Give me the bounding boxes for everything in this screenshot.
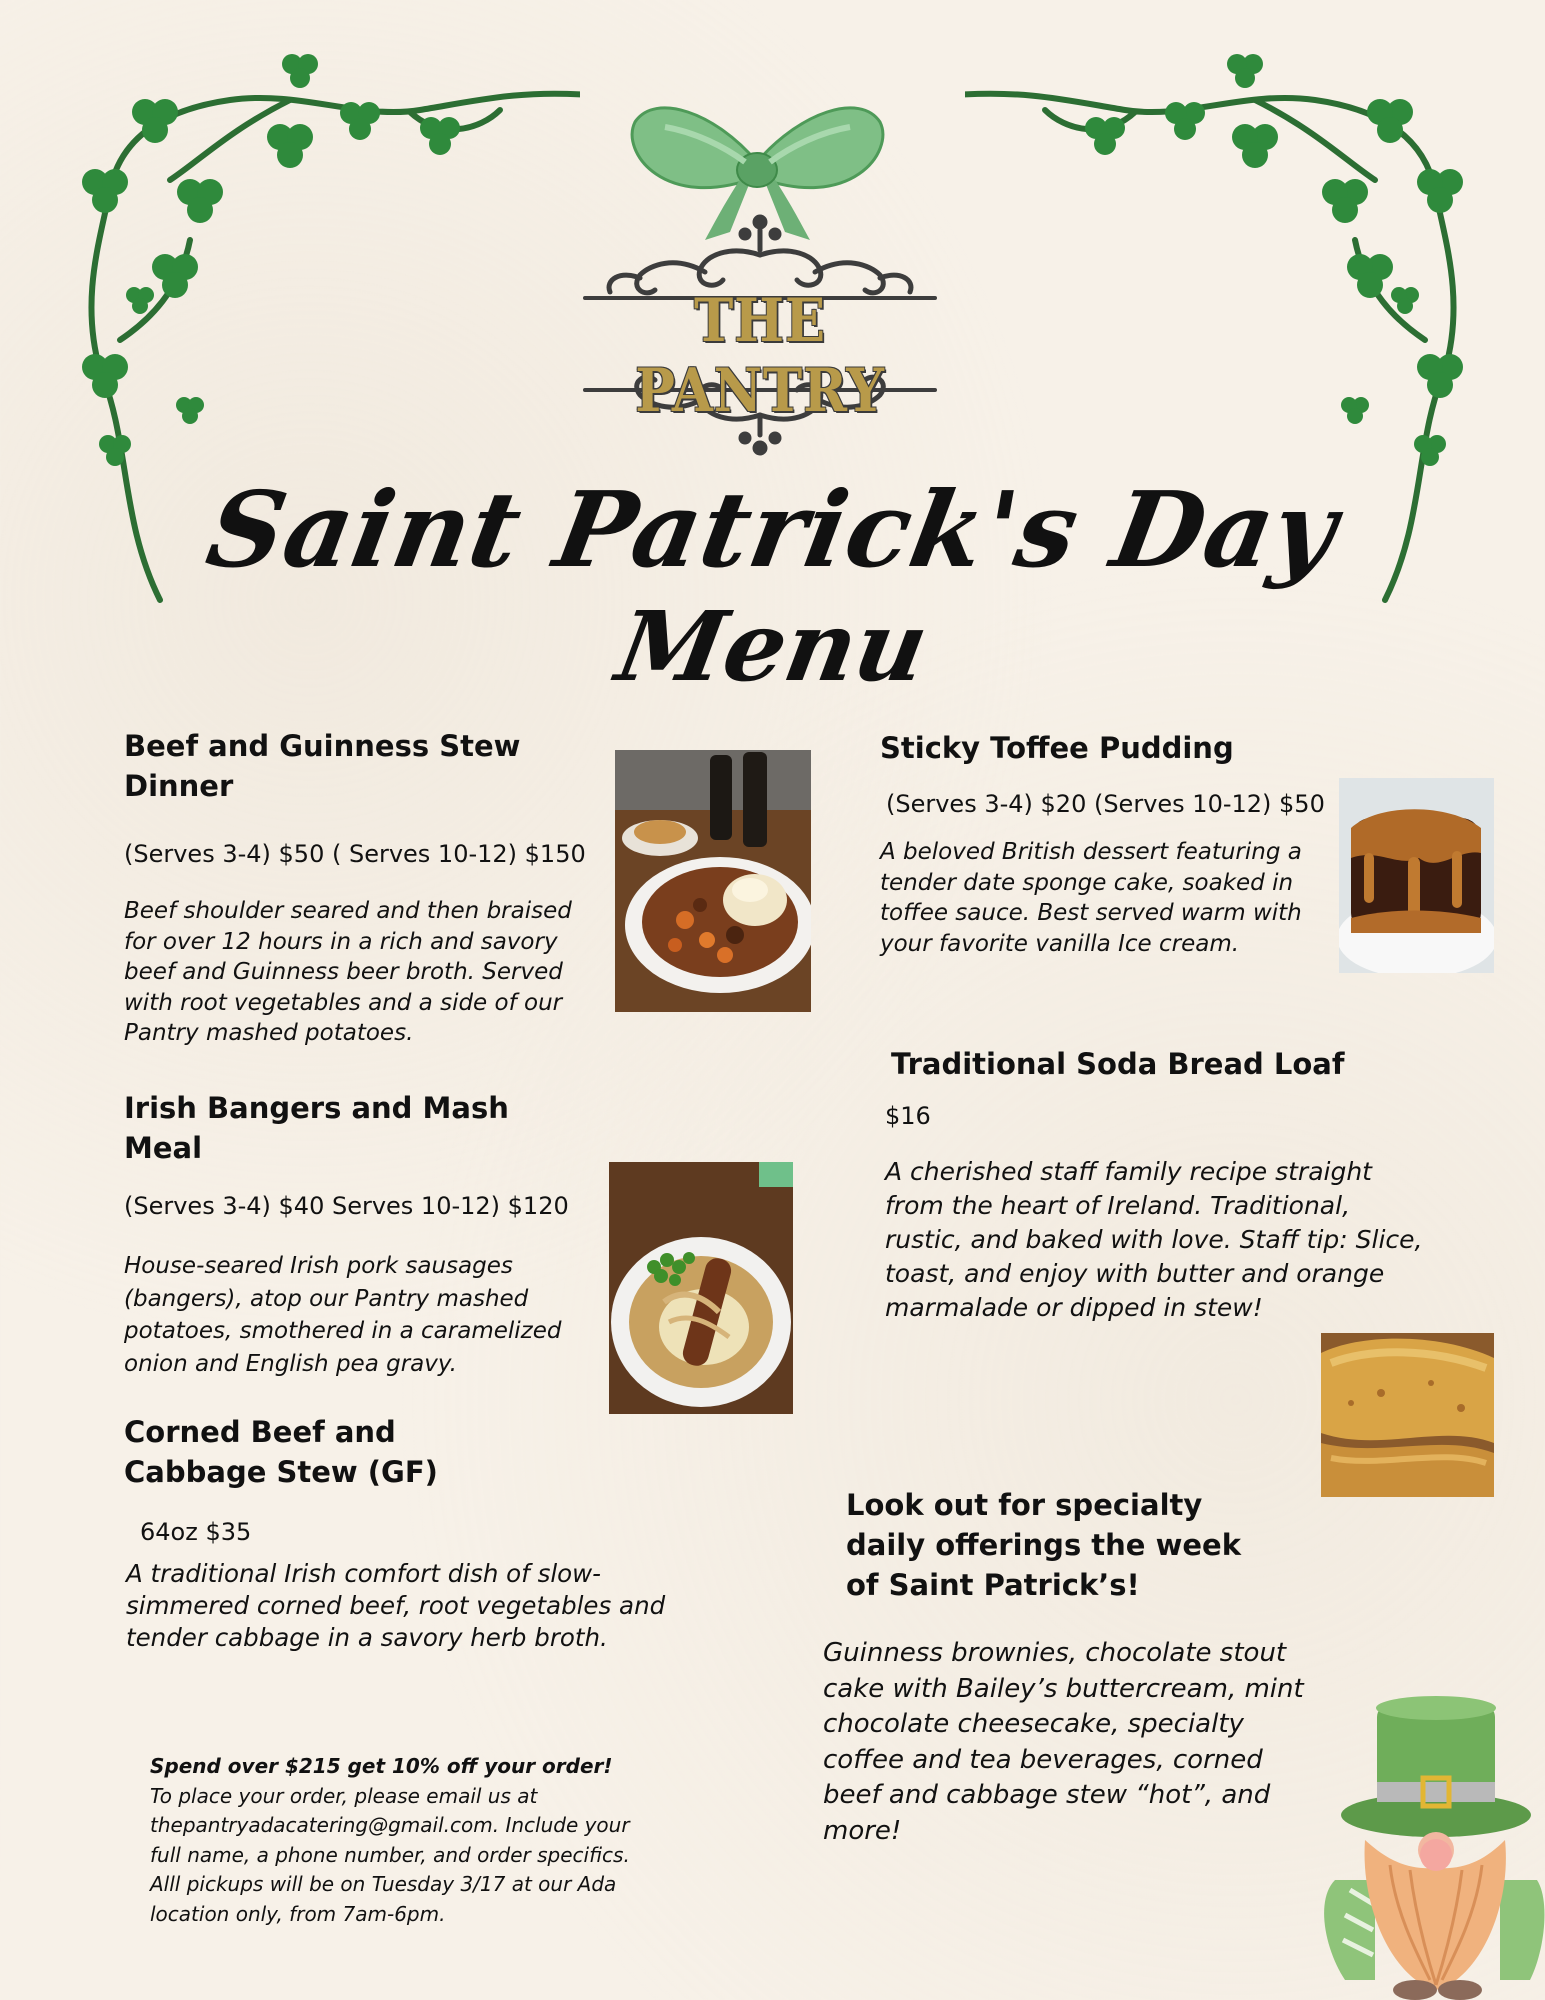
order-instructions bbox=[150, 1752, 640, 1929]
item-price: $16 bbox=[885, 1102, 931, 1130]
item-description: House-seared Irish pork sausages (bangers), atop our Pantry mashed potatoes, smothered in a caramelized onion and English pea gravy. bbox=[124, 1253, 562, 1377]
the-pantry-logo bbox=[555, 210, 965, 465]
stew-photo bbox=[615, 750, 811, 1012]
menu-item-corned-beef-cabbage bbox=[124, 1412, 544, 1492]
specialty-description: Guinness brownies, chocolate stout cake with Bailey’s buttercream, mint chocolate cheesecake, specialty coffee and tea beverages, corned beef and cabbage stew “hot”, and more! bbox=[823, 1638, 1304, 1846]
promo-offer: Spend over $215 get 10% off your order! bbox=[150, 1754, 613, 1778]
item-price: (Serves 3-4) $40 Serves 10-12) $120 bbox=[124, 1192, 569, 1220]
menu-item-bangers-mash bbox=[124, 1088, 524, 1168]
item-title: Beef and Guinness Stew Dinner bbox=[124, 729, 521, 803]
menu-subtitle: Menu bbox=[609, 590, 936, 703]
item-title: Corned Beef and Cabbage Stew (GF) bbox=[124, 1415, 438, 1489]
soda-bread-photo bbox=[1321, 1333, 1494, 1497]
menu-title: Saint Patrick's Day bbox=[198, 468, 1347, 591]
order-details: To place your order, please email us at thepantryadacatering@gmail.com. Include your full name, a phone number, and order specifics. Alll pickups will be on Tuesday 3/17 at our Ada location only, from 7am-6pm. bbox=[150, 1783, 630, 1926]
menu-item-soda-bread: Traditional Soda Bread Loaf bbox=[891, 1047, 1345, 1081]
item-description: Beef shoulder seared and then braised for over 12 hours in a rich and savory beef and Guinness beer broth. Served with root vegetables and a side of our Pantry mashed potatoes. bbox=[124, 898, 572, 1046]
item-title: Irish Bangers and Mash Meal bbox=[124, 1091, 509, 1165]
bangers-mash-photo bbox=[609, 1162, 793, 1414]
menu-item-beef-guinness-stew bbox=[124, 726, 534, 806]
leprechaun-gnome-icon bbox=[1305, 1690, 1545, 2000]
item-description: A beloved British dessert featuring a tender date sponge cake, soaked in toffee sauce. Best served warm with your favorite vanilla Ice cream. bbox=[880, 839, 1302, 957]
toffee-pudding-photo bbox=[1339, 778, 1494, 973]
logo-wordmark: THE PANTRY bbox=[635, 286, 885, 426]
specialty-heading: Look out for specialty daily offerings the week of Saint Patrick’s! bbox=[846, 1488, 1241, 1602]
menu-item-sticky-toffee-pudding: Sticky Toffee Pudding bbox=[880, 731, 1234, 765]
item-price: (Serves 3-4) $50 ( Serves 10-12) $150 bbox=[124, 840, 586, 868]
item-description: A cherished staff family recipe straight from the heart of Ireland. Traditional, rustic, and baked with love. Staff tip: Slice, toast, and enjoy with butter and orange marmalade or dipped in stew! bbox=[885, 1157, 1423, 1322]
item-price: (Serves 3-4) $20 (Serves 10-12) $50 bbox=[886, 790, 1325, 818]
item-description: A traditional Irish comfort dish of slow-simmered corned beef, root vegetables and tender cabbage in a savory herb broth. bbox=[126, 1559, 666, 1652]
item-price: 64oz $35 bbox=[140, 1518, 252, 1546]
